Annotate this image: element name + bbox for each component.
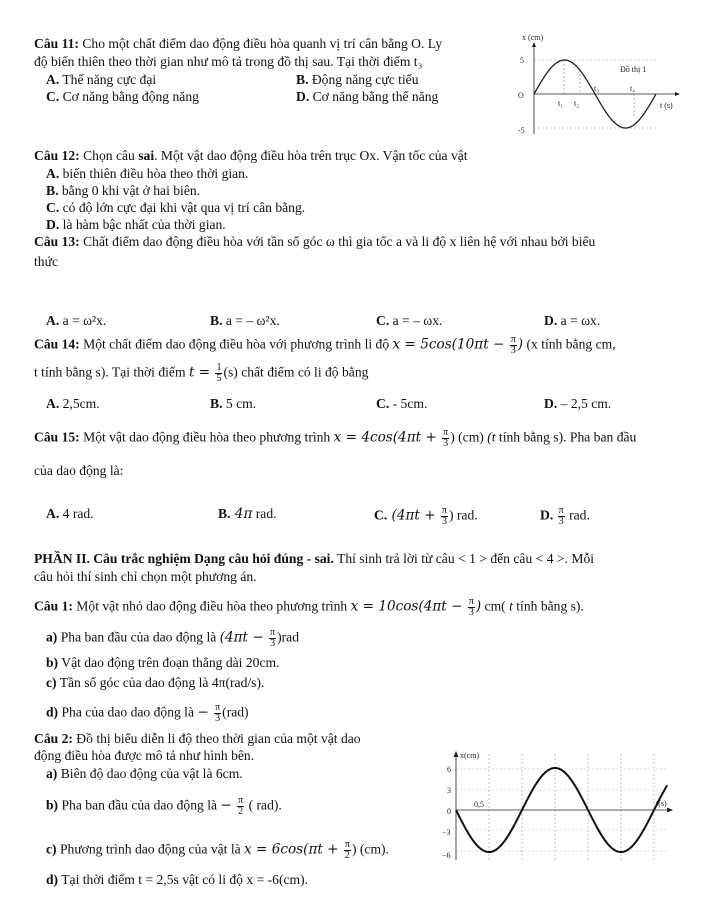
p2-graph-x-arrow (667, 808, 673, 813)
q12-label: Câu 12: (34, 148, 80, 163)
q15-eq-fraction: $\frac{\pi}{3}$ (443, 427, 449, 449)
q14-option-c[interactable]: C. - 5cm. (376, 396, 428, 411)
q11-graph-y-arrow (532, 42, 536, 47)
p2-graph-ym6: −6 (442, 851, 451, 860)
q13-line1: Câu 13: Chất điểm dao động điều hòa với tần số góc ω thì gia tốc a và li độ x liên hệ với nhau bởi biểu (34, 234, 596, 249)
p1-statement-d[interactable]: d) Pha của dao dao động là − $\frac{\pi}{3}$ (rad) (46, 702, 249, 724)
p2-graph-ym3: −3 (442, 828, 451, 837)
q11-graph-x-arrow (675, 92, 680, 96)
p2-graph-y-arrow (454, 751, 459, 757)
p1-label: Câu 1: (34, 598, 73, 614)
q15-option-d[interactable]: D. $\frac{\pi}{3}$ rad. (540, 505, 590, 527)
p1-stem: Câu 1: Một vật nhỏ dao động điều hòa theo phương trình x = 10cos(4πt − $\frac{\pi}{3}$ ) cm( t tính bằng s). (34, 596, 584, 618)
part2-heading: PHẦN II. Câu trắc nghiệm Dạng câu hỏi đúng - sai. Thí sinh trả lời từ câu < 1 > đến câu < 4 >. Mỗi (34, 551, 595, 566)
p2-graph-y3: 3 (447, 786, 451, 795)
q11-graph-t2: t₂ (574, 99, 580, 108)
q15-option-b[interactable]: B. 4π rad. (218, 506, 277, 522)
q12-bold-word: sai (138, 148, 155, 163)
q12-option-b[interactable]: B. bằng 0 khi vật ở hai biên. (46, 183, 201, 198)
q14-option-b[interactable]: B. 5 cm. (210, 396, 257, 411)
q14-label: Câu 14: (34, 336, 80, 352)
p2-graph-xlabel: t(s) (656, 799, 667, 808)
q11-option-d[interactable]: D. Cơ năng bằng thế năng (296, 89, 439, 104)
q14-line2: t tính bằng s). Tại thời điểm t = $\frac{1}{5}$ (s) chất điểm có li độ bằng (34, 362, 369, 384)
q13-option-c[interactable]: C. a = – ωx. (376, 313, 443, 328)
q11-graph-title: Đồ thị 1 (620, 65, 647, 74)
q15-line1: Câu 15: Một vật dao động điều hòa theo phương trình x = 4cos(4πt + $\frac{\pi}{3}$ ) (cm) (t tính bằng s). Pha ban đầu (34, 427, 637, 449)
q11-line2: độ biến thiên theo thời gian như mô tả trong đồ thị sau. Tại thời điểm t₃ (34, 54, 423, 69)
q14-option-a[interactable]: A. 2,5cm. (46, 396, 100, 411)
p2-label: Câu 2: (34, 731, 73, 746)
q15-label: Câu 15: (34, 429, 80, 445)
q11-label: Câu 11: (34, 36, 79, 51)
p2-line2: động điều hòa được mô tả như hình bên. (34, 748, 255, 763)
q13-line2: thức (34, 254, 58, 269)
q12-option-d[interactable]: D. là hàm bậc nhất của thời gian. (46, 217, 226, 232)
q14-time-fraction: $\frac{1}{5}$ (216, 362, 222, 384)
q11-graph-t1: t₁ (558, 99, 564, 108)
q11-option-c[interactable]: C. Cơ năng bằng động năng (46, 89, 199, 104)
q11-graph-t4: t₄ (630, 84, 636, 93)
q12-option-a[interactable]: A. biến thiên điều hòa theo thời gian. (46, 166, 249, 181)
p2-graph-t05: 0,5 (474, 800, 484, 809)
q14-option-d[interactable]: D. – 2,5 cm. (544, 396, 612, 411)
p2-statement-a[interactable]: a) Biên độ dao động của vật là 6cm. (46, 766, 243, 781)
q11-graph-y-bottom: -5 (518, 126, 525, 135)
q11-graph-y-zero: O (518, 91, 524, 100)
q15-line2: của dao động là: (34, 463, 124, 478)
q15-option-c[interactable]: C. (4πt + $\frac{\pi}{3}$ ) rad. (374, 505, 478, 527)
q14-line1: Câu 14: Một chất điểm dao động điều hòa với phương trình li độ x = 5cos(10πt − $\frac{\pi}{3}$ ) (x tính bằng cm, (34, 334, 616, 356)
part2-line2: câu hỏi thí sinh chỉ chọn một phương án. (34, 569, 257, 584)
q13-option-a[interactable]: A. a = ω²x. (46, 313, 107, 328)
q11-graph-y-top: 5 (520, 56, 524, 65)
p2-graph-y0: 0 (447, 807, 451, 816)
p1-statement-b[interactable]: b) Vật dao động trên đoạn thẳng dài 20cm. (46, 655, 280, 670)
p2-graph-ylabel: x(cm) (460, 751, 480, 760)
q15-option-a[interactable]: A. 4 rad. (46, 506, 94, 521)
q11-line1: Câu 11: Cho một chất điểm dao động điều hòa quanh vị trí cân bằng O. Ly (34, 36, 443, 51)
q11-graph (508, 30, 696, 140)
p1-statement-c[interactable]: c) Tần số góc của dao động là 4π(rad/s). (46, 675, 265, 690)
p2-statement-d[interactable]: d) Tại thời điểm t = 2,5s vật có li độ x = -6(cm). (46, 872, 309, 887)
q12-stem: Câu 12: Chọn câu sai. Một vật dao động điều hòa trên trục Ox. Vận tốc của vật (34, 148, 468, 163)
q11-option-a[interactable]: A. Thế năng cực đại (46, 72, 157, 87)
part2-title: PHẦN II. Câu trắc nghiệm Dạng câu hỏi đúng - sai. (34, 551, 334, 566)
q13-option-d[interactable]: D. a = ωx. (544, 313, 601, 328)
q11-graph-t3: t₃ (594, 84, 600, 93)
p2-graph (438, 748, 684, 870)
p1-statement-a[interactable]: a) Pha ban đầu của dao động là (4πt − $\frac{\pi}{3}$ )rad (46, 627, 299, 649)
p2-graph-y6: 6 (447, 765, 451, 774)
q11-option-b[interactable]: B. Động năng cực tiểu (296, 72, 419, 87)
q12-option-c[interactable]: C. có độ lớn cực đại khi vật qua vị trí cân bằng. (46, 200, 306, 215)
p2-line1: Câu 2: Đồ thị biểu diễn li độ theo thời gian của một vật dao (34, 731, 361, 746)
p2-statement-b[interactable]: b) Pha ban đầu của dao động là − $\frac{\pi}{2}$ ( rad). (46, 795, 282, 817)
q11-graph-xlabel: t (s) (660, 101, 673, 110)
q13-label: Câu 13: (34, 234, 80, 249)
p2-statement-c[interactable]: c) Phương trình dao động của vật là x = 6cos(πt + $\frac{\pi}{2}$ ) (cm). (46, 839, 389, 861)
q13-option-b[interactable]: B. a = – ω²x. (210, 313, 280, 328)
q14-eq-fraction: $\frac{\pi}{3}$ (510, 334, 516, 356)
q11-graph-ylabel: x (cm) (522, 33, 544, 42)
